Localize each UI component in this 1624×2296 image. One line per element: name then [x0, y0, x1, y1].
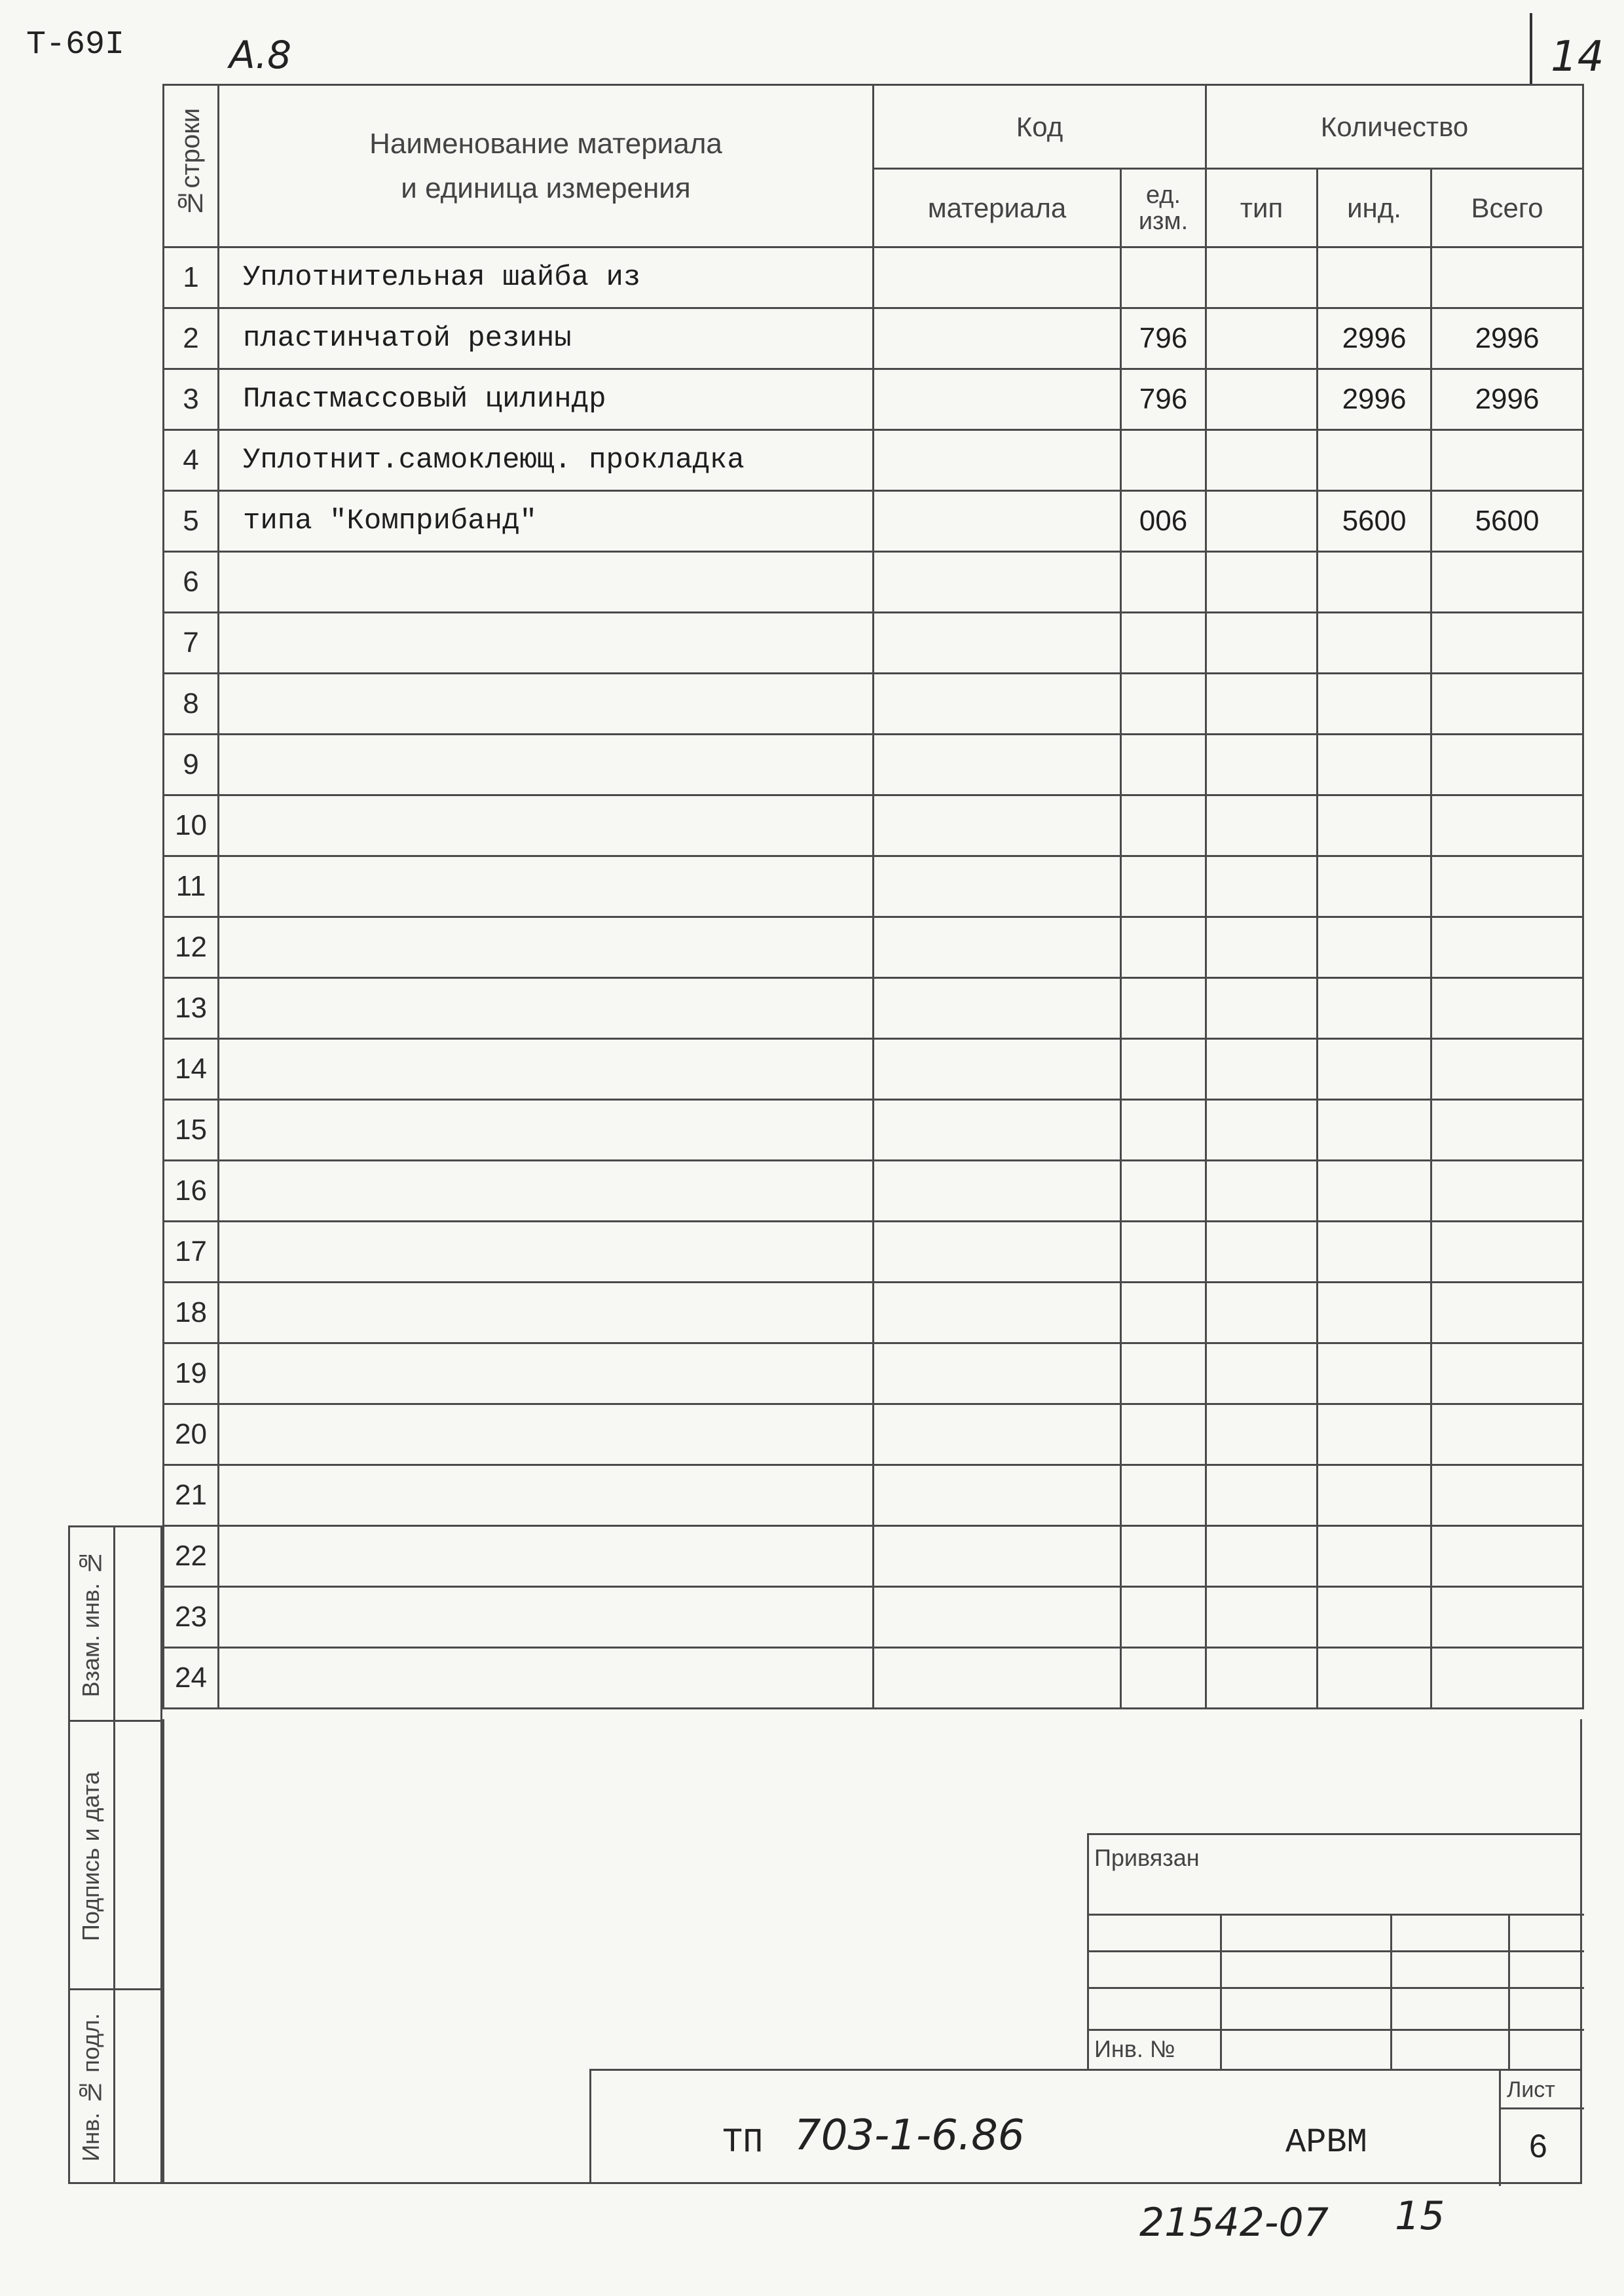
qty-ind-cell — [1318, 1161, 1431, 1222]
unit-code-cell — [1121, 1648, 1206, 1709]
qty-type-cell — [1206, 917, 1318, 978]
material-code-cell — [874, 917, 1121, 978]
qty-ind-cell — [1318, 674, 1431, 735]
unit-code-cell — [1121, 978, 1206, 1039]
qty-ind-cell — [1318, 613, 1431, 674]
binding-block — [1087, 1833, 1582, 2069]
unit-code-cell — [1121, 1161, 1206, 1222]
table-row — [164, 1587, 1583, 1648]
row-number-cell: 7 — [164, 613, 219, 674]
header-qty-ind: инд. — [1318, 169, 1431, 247]
material-code-cell — [874, 1161, 1121, 1222]
table-row — [164, 795, 1583, 856]
unit-code-cell — [1121, 552, 1206, 613]
row-number-cell: 22 — [164, 1526, 219, 1587]
material-code-cell — [874, 978, 1121, 1039]
qty-type-cell — [1206, 735, 1318, 795]
qty-ind-cell — [1318, 978, 1431, 1039]
row-number-cell: 5 — [164, 491, 219, 552]
row-number-cell: 20 — [164, 1404, 219, 1465]
qty-total-cell — [1431, 1039, 1583, 1100]
unit-code-cell — [1121, 247, 1206, 308]
qty-total-cell — [1431, 1404, 1583, 1465]
material-name-cell — [219, 1465, 874, 1526]
table-row — [164, 1100, 1583, 1161]
materials-table — [162, 84, 1584, 1709]
row-number-cell: 10 — [164, 795, 219, 856]
material-code-cell — [874, 1404, 1121, 1465]
handwritten-sheet-mark: А.8 — [229, 33, 292, 77]
qty-ind-cell — [1318, 1283, 1431, 1343]
qty-ind-cell — [1318, 1100, 1431, 1161]
row-number-cell: 24 — [164, 1648, 219, 1709]
qty-ind-cell — [1318, 1404, 1431, 1465]
table-row — [164, 735, 1583, 795]
qty-total-cell — [1431, 856, 1583, 917]
qty-total-cell — [1431, 1283, 1583, 1343]
material-code-cell — [874, 613, 1121, 674]
material-name-cell: Уплотнительная шайба из — [219, 247, 874, 308]
qty-ind-cell — [1318, 430, 1431, 491]
material-code-cell — [874, 552, 1121, 613]
unit-code-cell — [1121, 1039, 1206, 1100]
qty-total-cell — [1431, 1587, 1583, 1648]
material-name-cell: пластинчатой резины — [219, 308, 874, 369]
qty-total-cell — [1431, 674, 1583, 735]
header-material-name: Наименование материала и единица измерения — [219, 85, 874, 247]
qty-type-cell — [1206, 1404, 1318, 1465]
qty-type-cell — [1206, 430, 1318, 491]
row-number-cell: 14 — [164, 1039, 219, 1100]
margin-podpis-label: Подпись и дата — [68, 1722, 115, 1990]
unit-code-cell — [1121, 1283, 1206, 1343]
material-code-cell — [874, 1526, 1121, 1587]
row-number-cell: 17 — [164, 1222, 219, 1283]
qty-ind-cell — [1318, 1587, 1431, 1648]
qty-ind-cell — [1318, 1526, 1431, 1587]
material-name-cell — [219, 978, 874, 1039]
material-code-cell — [874, 1343, 1121, 1404]
row-number-cell: 6 — [164, 552, 219, 613]
unit-code-cell — [1121, 856, 1206, 917]
material-code-cell — [874, 491, 1121, 552]
margin-vzam-label: Взам. инв. № — [68, 1525, 115, 1722]
qty-type-cell — [1206, 856, 1318, 917]
unit-code-cell — [1121, 735, 1206, 795]
row-number-cell: 8 — [164, 674, 219, 735]
qty-ind-cell: 2996 — [1318, 308, 1431, 369]
row-number-cell: 16 — [164, 1161, 219, 1222]
table-row — [164, 369, 1583, 430]
qty-type-cell — [1206, 369, 1318, 430]
archive-number: 21542-07 — [1139, 2200, 1329, 2246]
qty-ind-cell: 5600 — [1318, 491, 1431, 552]
qty-total-cell — [1431, 430, 1583, 491]
material-name-cell — [219, 552, 874, 613]
qty-ind-cell — [1318, 552, 1431, 613]
row-number-cell: 19 — [164, 1343, 219, 1404]
table-row — [164, 856, 1583, 917]
qty-total-cell — [1431, 1222, 1583, 1283]
unit-code-cell — [1121, 1343, 1206, 1404]
qty-ind-cell — [1318, 917, 1431, 978]
binding-label: Привязан — [1094, 1844, 1200, 1871]
row-number-cell: 15 — [164, 1100, 219, 1161]
material-code-cell — [874, 1465, 1121, 1526]
doc-code-prefix: ТП — [722, 2123, 764, 2162]
table-row — [164, 917, 1583, 978]
qty-type-cell — [1206, 1648, 1318, 1709]
qty-total-cell — [1431, 1100, 1583, 1161]
qty-type-cell — [1206, 1039, 1318, 1100]
qty-total-cell — [1431, 795, 1583, 856]
material-code-cell — [874, 369, 1121, 430]
material-name-cell: Пластмассовый цилиндр — [219, 369, 874, 430]
material-name-cell — [219, 795, 874, 856]
qty-ind-cell — [1318, 856, 1431, 917]
material-code-cell — [874, 1222, 1121, 1283]
table-row — [164, 1343, 1583, 1404]
qty-type-cell — [1206, 308, 1318, 369]
unit-code-cell — [1121, 1222, 1206, 1283]
header-qty-type: тип — [1206, 169, 1318, 247]
qty-total-cell — [1431, 917, 1583, 978]
table-row — [164, 613, 1583, 674]
material-name-cell — [219, 674, 874, 735]
row-number-cell: 3 — [164, 369, 219, 430]
qty-type-cell — [1206, 1526, 1318, 1587]
material-code-cell — [874, 308, 1121, 369]
table-row — [164, 1161, 1583, 1222]
material-name-cell — [219, 1648, 874, 1709]
header-quantity: Количество — [1206, 85, 1583, 169]
qty-ind-cell — [1318, 1222, 1431, 1283]
table-row — [164, 1526, 1583, 1587]
material-code-cell — [874, 1587, 1121, 1648]
material-code-cell — [874, 795, 1121, 856]
qty-type-cell — [1206, 1465, 1318, 1526]
material-name-cell — [219, 1222, 874, 1283]
qty-type-cell — [1206, 1100, 1318, 1161]
table-row — [164, 1283, 1583, 1343]
header-code-unit: ед. изм. — [1121, 169, 1206, 247]
material-name-cell — [219, 1526, 874, 1587]
qty-ind-cell — [1318, 1648, 1431, 1709]
qty-total-cell — [1431, 1465, 1583, 1526]
material-code-cell — [874, 735, 1121, 795]
qty-type-cell — [1206, 1161, 1318, 1222]
row-number-cell: 9 — [164, 735, 219, 795]
table-row — [164, 308, 1583, 369]
table-row — [164, 978, 1583, 1039]
material-code-cell — [874, 856, 1121, 917]
qty-ind-cell — [1318, 1039, 1431, 1100]
doc-number: 703-1-6.86 — [794, 2111, 1025, 2160]
qty-ind-cell — [1318, 1465, 1431, 1526]
row-number-cell: 13 — [164, 978, 219, 1039]
table-row — [164, 1404, 1583, 1465]
material-name-cell — [219, 1039, 874, 1100]
material-code-cell — [874, 1100, 1121, 1161]
unit-code-cell: 006 — [1121, 491, 1206, 552]
qty-ind-cell: 2996 — [1318, 369, 1431, 430]
document-code: Т-69І — [26, 26, 125, 64]
page-number-box — [1530, 13, 1624, 84]
table-row — [164, 1039, 1583, 1100]
qty-type-cell — [1206, 1587, 1318, 1648]
unit-code-cell — [1121, 917, 1206, 978]
unit-code-cell — [1121, 795, 1206, 856]
material-name-cell — [219, 917, 874, 978]
material-name-cell: типа "Комприбанд" — [219, 491, 874, 552]
row-number-cell: 4 — [164, 430, 219, 491]
material-name-cell — [219, 1587, 874, 1648]
table-row — [164, 1222, 1583, 1283]
material-name-cell — [219, 1100, 874, 1161]
qty-ind-cell — [1318, 247, 1431, 308]
header-code: Код — [874, 85, 1206, 169]
row-number-cell: 18 — [164, 1283, 219, 1343]
material-name-cell — [219, 1343, 874, 1404]
qty-type-cell — [1206, 613, 1318, 674]
material-name-cell — [219, 735, 874, 795]
qty-total-cell — [1431, 247, 1583, 308]
header-qty-total: Всего — [1431, 169, 1583, 247]
unit-code-cell — [1121, 1465, 1206, 1526]
row-number-cell: 2 — [164, 308, 219, 369]
inventory-number-label: Инв. № — [1094, 2035, 1175, 2062]
title-block — [589, 2069, 1582, 2184]
qty-type-cell — [1206, 247, 1318, 308]
unit-code-cell — [1121, 1587, 1206, 1648]
table-row — [164, 247, 1583, 308]
row-number-cell: 21 — [164, 1465, 219, 1526]
material-name-cell — [219, 1404, 874, 1465]
qty-type-cell — [1206, 1222, 1318, 1283]
sheet-label: Лист — [1507, 2077, 1555, 2102]
unit-code-cell — [1121, 1404, 1206, 1465]
table-row — [164, 552, 1583, 613]
material-name-cell — [219, 856, 874, 917]
unit-code-cell — [1121, 1100, 1206, 1161]
header-row-number: №строки — [164, 85, 219, 247]
header-code-material: материала — [874, 169, 1121, 247]
page-number: 14 — [1551, 33, 1604, 81]
material-name-cell — [219, 1283, 874, 1343]
row-number-cell: 12 — [164, 917, 219, 978]
qty-type-cell — [1206, 795, 1318, 856]
qty-ind-cell — [1318, 795, 1431, 856]
section-code: АРВМ — [1285, 2123, 1367, 2162]
material-code-cell — [874, 1283, 1121, 1343]
qty-total-cell — [1431, 1343, 1583, 1404]
table-row — [164, 674, 1583, 735]
material-code-cell — [874, 674, 1121, 735]
qty-ind-cell — [1318, 1343, 1431, 1404]
unit-code-cell — [1121, 1526, 1206, 1587]
qty-total-cell: 2996 — [1431, 308, 1583, 369]
table-row — [164, 430, 1583, 491]
unit-code-cell: 796 — [1121, 369, 1206, 430]
material-name-cell — [219, 1161, 874, 1222]
table-row — [164, 491, 1583, 552]
qty-total-cell — [1431, 552, 1583, 613]
material-name-cell — [219, 613, 874, 674]
qty-total-cell — [1431, 735, 1583, 795]
row-number-cell: 11 — [164, 856, 219, 917]
qty-total-cell — [1431, 978, 1583, 1039]
qty-type-cell — [1206, 552, 1318, 613]
row-number-cell: 23 — [164, 1587, 219, 1648]
unit-code-cell — [1121, 430, 1206, 491]
material-name-cell: Уплотнит.самоклеющ. прокладка — [219, 430, 874, 491]
qty-type-cell — [1206, 1283, 1318, 1343]
qty-total-cell: 5600 — [1431, 491, 1583, 552]
qty-type-cell — [1206, 978, 1318, 1039]
archive-page: 15 — [1395, 2193, 1445, 2239]
margin-inv-podl-label: Инв. № подл. — [68, 1990, 115, 2184]
material-code-cell — [874, 430, 1121, 491]
qty-total-cell — [1431, 1161, 1583, 1222]
qty-total-cell: 2996 — [1431, 369, 1583, 430]
qty-type-cell — [1206, 1343, 1318, 1404]
unit-code-cell — [1121, 613, 1206, 674]
qty-type-cell — [1206, 674, 1318, 735]
qty-total-cell — [1431, 613, 1583, 674]
qty-ind-cell — [1318, 735, 1431, 795]
qty-total-cell — [1431, 1648, 1583, 1709]
qty-type-cell — [1206, 491, 1318, 552]
sheet-number: 6 — [1529, 2128, 1547, 2164]
table-row — [164, 1465, 1583, 1526]
unit-code-cell: 796 — [1121, 308, 1206, 369]
material-code-cell — [874, 1648, 1121, 1709]
table-row — [164, 1648, 1583, 1709]
material-code-cell — [874, 1039, 1121, 1100]
material-code-cell — [874, 247, 1121, 308]
row-number-cell: 1 — [164, 247, 219, 308]
qty-total-cell — [1431, 1526, 1583, 1587]
unit-code-cell — [1121, 674, 1206, 735]
